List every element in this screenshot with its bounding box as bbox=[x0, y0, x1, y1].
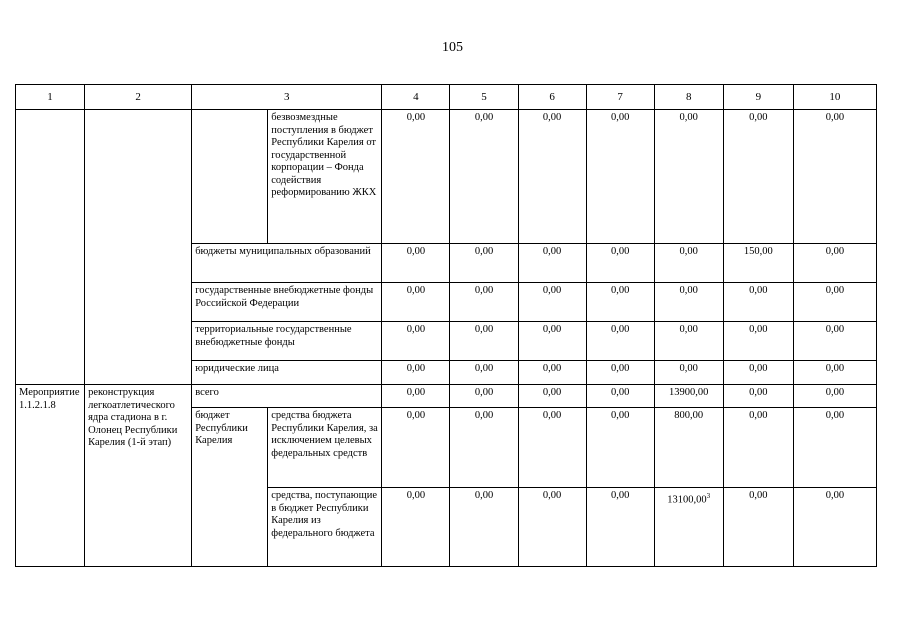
value-cell: 0,00 bbox=[793, 488, 876, 567]
value-cell: 0,00 bbox=[450, 488, 518, 567]
value-cell: 0,00 bbox=[382, 244, 450, 283]
table-row bbox=[16, 110, 877, 244]
value-cell: 0,00 bbox=[654, 361, 723, 385]
value-cell: 0,00 bbox=[586, 322, 654, 361]
header-cell: 3 bbox=[192, 85, 382, 110]
value-cell: 0,00 bbox=[450, 408, 518, 488]
table-row bbox=[16, 385, 877, 408]
value-cell: 0,00 bbox=[382, 322, 450, 361]
value-cell: 0,00 bbox=[723, 110, 793, 244]
value-cell: 0,00 bbox=[654, 322, 723, 361]
table-header-row bbox=[16, 85, 877, 110]
value-cell: 13900,00 bbox=[654, 385, 723, 408]
measure-id-cell: Мероприятие 1.1.2.1.8 bbox=[16, 385, 85, 567]
source-cell: средства бюджета Республики Карелия, за исключением целевых федеральных средств bbox=[268, 408, 382, 488]
source-cell: территориальные государственные внебюджетные фонды bbox=[192, 322, 382, 361]
value-cell: 0,00 bbox=[723, 283, 793, 322]
page-number: 105 bbox=[442, 40, 463, 55]
measure-name-cell: реконструкция легкоатлетического ядра стадиона в г. Олонец Республики Карелия (1-й этап) bbox=[85, 385, 192, 567]
header-cell: 8 bbox=[654, 85, 723, 110]
value-cell: 0,00 bbox=[518, 110, 586, 244]
footnote-mark: 3 bbox=[706, 492, 711, 500]
value-cell: 0,00 bbox=[382, 488, 450, 567]
value-cell: 0,00 bbox=[723, 322, 793, 361]
value-cell: 0,00 bbox=[723, 361, 793, 385]
value-cell: 0,00 bbox=[518, 322, 586, 361]
value-cell: 0,00 bbox=[654, 283, 723, 322]
value-cell: 0,00 bbox=[450, 322, 518, 361]
value-cell: 0,00 bbox=[586, 361, 654, 385]
header-cell: 7 bbox=[586, 85, 654, 110]
header-cell: 4 bbox=[382, 85, 450, 110]
value-cell: 0,00 bbox=[586, 385, 654, 408]
empty-cell bbox=[85, 110, 192, 385]
value-cell: 0,00 bbox=[723, 385, 793, 408]
value-cell: 0,00 bbox=[723, 408, 793, 488]
empty-cell bbox=[192, 110, 268, 244]
value-cell: 0,00 bbox=[450, 283, 518, 322]
value-cell: 800,00 bbox=[654, 408, 723, 488]
value-cell: 0,00 bbox=[793, 361, 876, 385]
value-cell: 0,00 bbox=[586, 244, 654, 283]
source-cell: государственные внебюджетные фонды Российской Федерации bbox=[192, 283, 382, 322]
value-cell: 0,00 bbox=[793, 385, 876, 408]
total-label-cell: всего bbox=[192, 385, 382, 408]
budget-label-cell: бюджет Республики Карелия bbox=[192, 408, 268, 567]
funding-table bbox=[15, 84, 877, 567]
header-cell: 10 bbox=[793, 85, 876, 110]
value-cell: 0,00 bbox=[654, 110, 723, 244]
empty-cell bbox=[16, 110, 85, 385]
value-cell: 0,00 bbox=[518, 408, 586, 488]
value-cell: 0,00 bbox=[382, 283, 450, 322]
value-cell: 0,00 bbox=[586, 283, 654, 322]
value-cell: 0,00 bbox=[518, 385, 586, 408]
value-cell: 0,00 bbox=[723, 488, 793, 567]
header-cell: 9 bbox=[723, 85, 793, 110]
value-cell: 0,00 bbox=[450, 110, 518, 244]
value-cell: 0,00 bbox=[518, 244, 586, 283]
value-cell: 0,00 bbox=[450, 244, 518, 283]
value-cell: 0,00 bbox=[382, 361, 450, 385]
value-cell: 0,00 bbox=[382, 385, 450, 408]
value-cell: 0,00 bbox=[450, 361, 518, 385]
value-cell: 0,00 bbox=[793, 408, 876, 488]
source-cell: средства, поступающие в бюджет Республики Карелия из федерального бюджета bbox=[268, 488, 382, 567]
value-cell: 0,00 bbox=[586, 110, 654, 244]
header-cell: 5 bbox=[450, 85, 518, 110]
value-cell: 0,00 bbox=[382, 408, 450, 488]
value-cell: 0,00 bbox=[518, 283, 586, 322]
source-cell: безвозмездные поступления в бюджет Республики Карелия от государственной корпорации – Фонда содействия реформированию ЖКХ bbox=[268, 110, 382, 244]
header-cell: 6 bbox=[518, 85, 586, 110]
value-cell: 0,00 bbox=[518, 361, 586, 385]
header-cell: 1 bbox=[16, 85, 85, 110]
source-cell: юридические лица bbox=[192, 361, 382, 385]
value-cell bbox=[654, 488, 723, 567]
value-cell: 0,00 bbox=[793, 322, 876, 361]
value-cell: 0,00 bbox=[586, 408, 654, 488]
value-cell: 150,00 bbox=[723, 244, 793, 283]
value-cell: 0,00 bbox=[793, 244, 876, 283]
value-cell: 0,00 bbox=[586, 488, 654, 567]
value-cell: 0,00 bbox=[518, 488, 586, 567]
source-cell: бюджеты муниципальных образований bbox=[192, 244, 382, 283]
value-cell: 0,00 bbox=[382, 110, 450, 244]
value-text: 13100,00 bbox=[667, 494, 707, 506]
value-cell: 0,00 bbox=[450, 385, 518, 408]
value-cell: 0,00 bbox=[654, 244, 723, 283]
value-cell: 0,00 bbox=[793, 283, 876, 322]
value-cell: 0,00 bbox=[793, 110, 876, 244]
header-cell: 2 bbox=[85, 85, 192, 110]
